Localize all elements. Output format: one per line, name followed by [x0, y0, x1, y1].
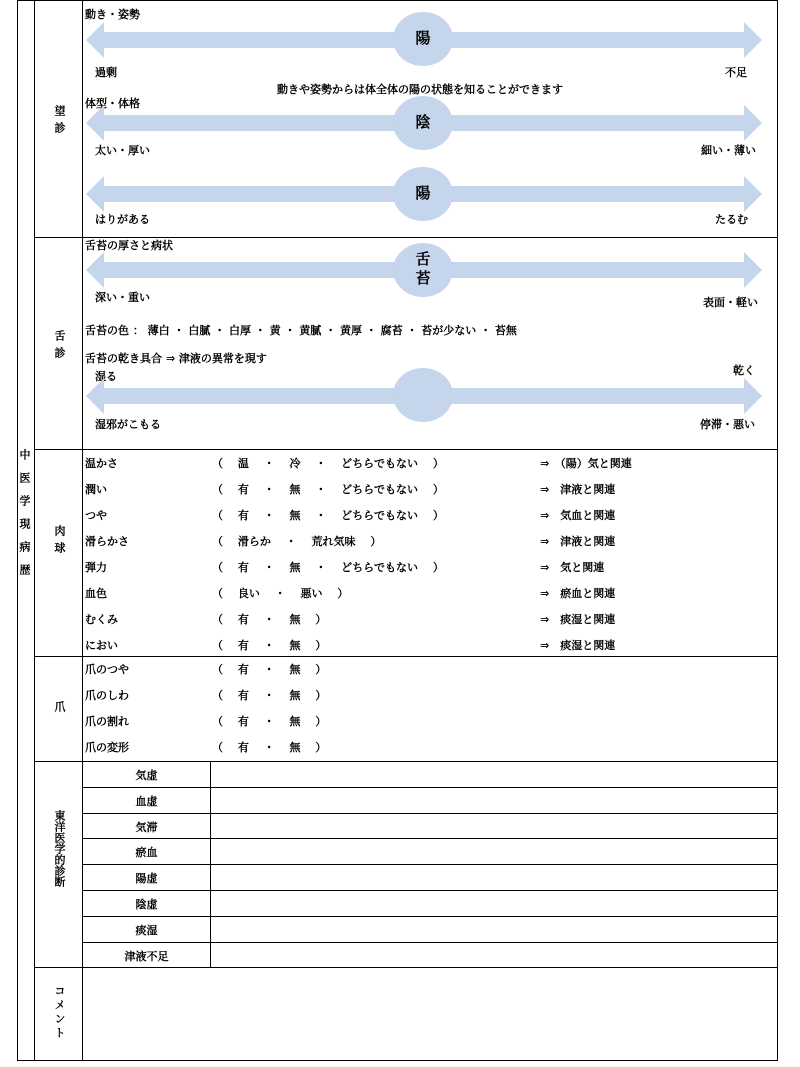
- nikkyu-row-relation: ⇒ （陽）気と関連: [540, 457, 632, 470]
- circle-3-label: 陽: [415, 184, 431, 202]
- zetsu-right-2: 停滞・悪い: [700, 418, 755, 431]
- nikkyu-row-relation: ⇒ 痰湿と関連: [540, 639, 616, 652]
- diagnosis-field[interactable]: [211, 762, 777, 786]
- diagnosis-field[interactable]: [211, 814, 777, 838]
- zetsu-color-line: 舌苔の色 ： 薄白 ・ 白膩 ・ 白厚 ・ 黄 ・ 黄膩 ・ 黄厚 ・ 腐苔 ・ 苔が少ない ・ 苔無: [85, 324, 517, 337]
- zetsu-left-2: 湿邪がこもる: [95, 418, 161, 431]
- circle-5: [393, 368, 453, 422]
- bosin-left-3: はりがある: [95, 213, 150, 226]
- tsume-row-name: 爪のしわ: [85, 689, 129, 702]
- nikkyu-row-options[interactable]: （ 有 ・ 無 ・ どちらでもない ）: [212, 483, 444, 496]
- bosin-left-1: 過剰: [95, 66, 117, 79]
- bosin-left-2: 太い・厚い: [95, 144, 150, 157]
- tsume-row-options[interactable]: （ 有 ・ 無 ）: [212, 715, 327, 728]
- nikkyu-row-options[interactable]: （ 滑らか ・ 荒れ気味 ）: [212, 535, 382, 548]
- diagnosis-label: 痰湿: [135, 924, 158, 937]
- diagnosis-field[interactable]: [211, 865, 777, 889]
- nikkyu-row-options[interactable]: （ 有 ・ 無 ）: [212, 639, 327, 652]
- nikkyu-row-relation: ⇒ 津液と関連: [540, 535, 616, 548]
- nikkyu-row-name: 弾力: [85, 561, 107, 574]
- zetsu-left-1: 深い・重い: [95, 291, 150, 304]
- nikkyu-row-name: 滑らかさ: [85, 535, 129, 548]
- tsume-row-options[interactable]: （ 有 ・ 無 ）: [212, 689, 327, 702]
- diagnosis-divider: [82, 864, 778, 865]
- diagnosis-divider: [82, 916, 778, 917]
- bosin-right-1: 不足: [725, 66, 747, 79]
- diagnosis-label: 血虚: [135, 795, 158, 808]
- nikkyu-row-relation: ⇒ 瘀血と関連: [540, 587, 616, 600]
- diagnosis-divider: [82, 813, 778, 814]
- side-title: [17, 449, 34, 619]
- nikkyu-row-relation: ⇒ 痰湿と関連: [540, 613, 616, 626]
- nikkyu-row-options[interactable]: （ 良い ・ 悪い ）: [212, 587, 349, 600]
- nikkyu-row-name: 潤い: [85, 483, 107, 496]
- diagnosis-divider: [82, 942, 778, 943]
- nikkyu-row-relation: ⇒ 津液と関連: [540, 483, 616, 496]
- diagnosis-divider: [82, 787, 778, 788]
- circle-4-label-top: 舌: [415, 250, 431, 268]
- bosin-right-2: 細い・薄い: [701, 144, 756, 157]
- diagnosis-field[interactable]: [211, 917, 777, 941]
- zetsu-dry-line: 舌苔の乾き具合 ⇒ 津液の異常を現す: [85, 352, 267, 365]
- nikkyu-row-name: つや: [85, 509, 107, 522]
- circle-2-label: 陰: [415, 113, 431, 131]
- diagnosis-divider: [82, 890, 778, 891]
- diagnosis-field[interactable]: [211, 891, 777, 915]
- zetsu-dry: 乾く: [733, 364, 755, 377]
- nikkyu-row-name: むくみ: [85, 613, 118, 626]
- tsume-row-name: 爪の変形: [85, 741, 129, 754]
- nikkyu-row-name: におい: [85, 639, 118, 652]
- tsume-row-options[interactable]: （ 有 ・ 無 ）: [212, 663, 327, 676]
- divider-1: [34, 237, 778, 238]
- diagnosis-label: 陰虚: [135, 898, 158, 911]
- circle-4-label-bottom: 苔: [415, 269, 431, 287]
- zetsu-label-1: 舌苔の厚さと病状: [85, 239, 173, 252]
- section-label-nikkyu: 肉球: [53, 525, 66, 559]
- diagnosis-divider: [82, 838, 778, 839]
- tsume-row-name: 爪の割れ: [85, 715, 129, 728]
- divider-2: [34, 449, 778, 450]
- zetsu-right-1: 表面・軽い: [703, 296, 758, 309]
- nikkyu-row-name: 温かさ: [85, 457, 118, 470]
- section-label-toyo: 東洋医学的診断: [53, 810, 66, 887]
- nikkyu-row-relation: ⇒ 気と関連: [540, 561, 605, 574]
- zetsu-wet: 湿る: [95, 370, 117, 383]
- diagnosis-label: 気虚: [135, 769, 158, 782]
- side-title-text: 中医学現病歴: [18, 449, 31, 587]
- bosin-label-1: 動き・姿勢: [85, 8, 140, 21]
- diagnosis-label: 津液不足: [124, 950, 169, 963]
- nikkyu-row-options[interactable]: （ 有 ・ 無 ）: [212, 613, 327, 626]
- tsume-row-options[interactable]: （ 有 ・ 無 ）: [212, 741, 327, 754]
- section-label-bosin: 望診: [53, 105, 66, 139]
- nikkyu-row-options[interactable]: （ 有 ・ 無 ・ どちらでもない ）: [212, 509, 444, 522]
- diagnosis-field[interactable]: [211, 788, 777, 812]
- diagnosis-label: 陽虚: [135, 872, 158, 885]
- divider-3: [34, 656, 778, 657]
- diagnosis-field[interactable]: [211, 839, 777, 863]
- bosin-right-3: たるむ: [715, 213, 748, 226]
- circle-1-label: 陽: [415, 29, 431, 47]
- nikkyu-row-name: 血色: [85, 587, 107, 600]
- bosin-note: 動きや姿勢からは体全体の陽の状態を知ることができます: [277, 83, 563, 96]
- nikkyu-row-relation: ⇒ 気血と関連: [540, 509, 616, 522]
- bosin-label-2: 体型・体格: [85, 97, 140, 110]
- section-label-zetsu: 舌診: [53, 330, 66, 364]
- nikkyu-row-options[interactable]: （ 温 ・ 冷 ・ どちらでもない ）: [212, 457, 444, 470]
- section-label-tsume: 爪: [53, 701, 66, 712]
- tsume-row-name: 爪のつや: [85, 663, 129, 676]
- section-label-comment: コメント: [53, 985, 66, 1041]
- comment-area[interactable]: [83, 968, 777, 1060]
- nikkyu-row-options[interactable]: （ 有 ・ 無 ・ どちらでもない ）: [212, 561, 444, 574]
- diagnosis-label: 気滞: [135, 821, 158, 834]
- diagnosis-label: 瘀血: [135, 846, 158, 859]
- divider-side: [34, 0, 35, 1061]
- diagnosis-field[interactable]: [211, 943, 777, 967]
